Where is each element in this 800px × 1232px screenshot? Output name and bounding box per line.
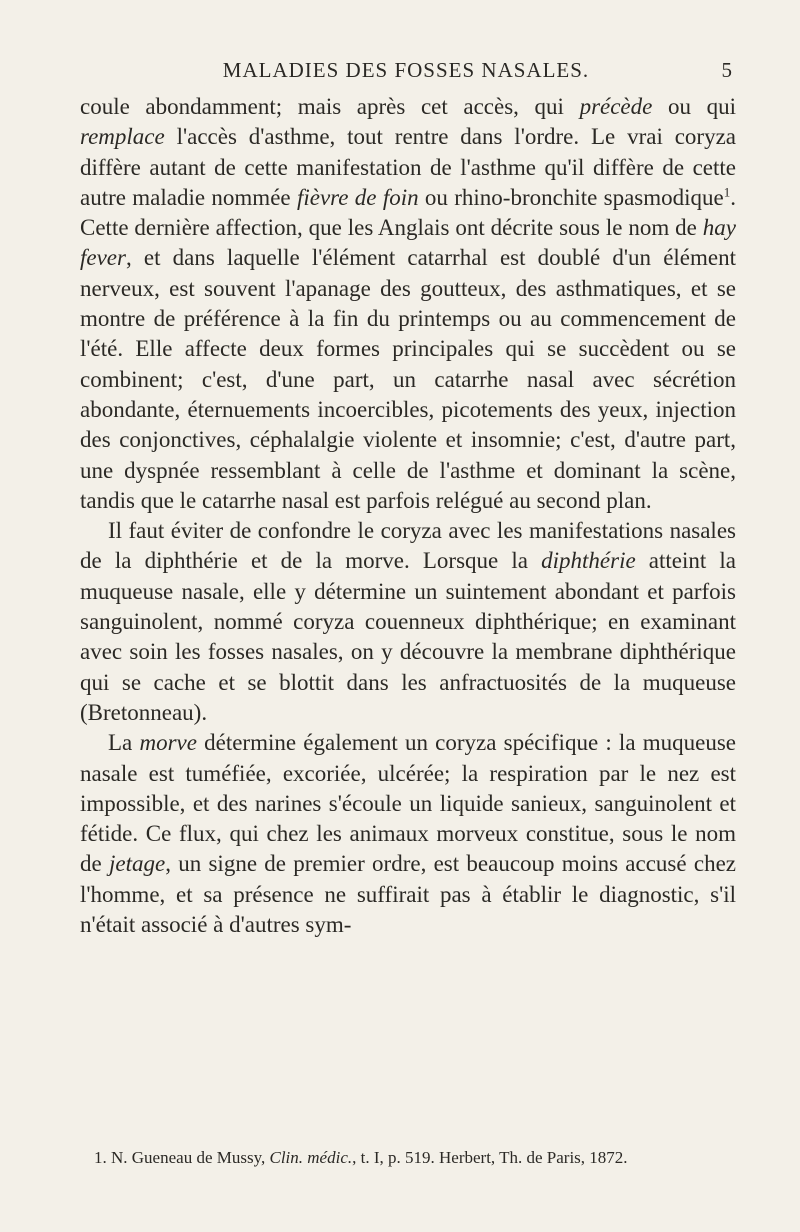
paragraph-1 xyxy=(80,92,736,516)
p1-seg-8: . Cette dernière affection, que les Anglais ont décrite sous le nom de xyxy=(80,184,737,241)
footnote-reference: 1 xyxy=(723,184,731,200)
p1-seg-3: remplace xyxy=(80,124,165,150)
p3-seg-2: détermine également un coryza spécifique : la muqueuse nasale est tuméfiée, excoriée, ulcérée; la respiration par le nez est impossible, et des narines s'écoule un liquide sanieux, sanguinolent et fétide. Ce flux, qui chez les animaux morveux constitue, sous le nom de xyxy=(80,730,736,877)
p3-seg-1: morve xyxy=(139,730,197,756)
p3-seg-0: La xyxy=(108,730,140,756)
p2-seg-0: Il faut éviter de confondre le coryza avec les manifestations nasales de la diphthérie et de la morve. Lorsque la xyxy=(80,518,736,574)
p1-seg-0: coule abondamment; mais après cet accès, qui xyxy=(80,94,580,119)
p3-seg-4: , un signe de premier ordre, est beaucoup moins accusé chez l'homme, et sa présence ne suffirait pas à établir le diagnostic, s'il n'était associé à d'autres sym- xyxy=(80,851,736,938)
p2-seg-1: diphthérie xyxy=(541,548,636,574)
p1-seg-1: précède xyxy=(579,94,653,119)
running-head: MALADIES DES FOSSES NASALES. xyxy=(222,58,590,82)
p1-seg-6: ou rhino-bronchite spasmodique xyxy=(418,184,724,210)
p1-seg-4: l'accès d'asthme, tout rentre dans l'ordre. Le vrai coryza diffère autant de cette manifestation de l'asthme qu'il diffère de cette autre maladie nommée xyxy=(80,124,736,210)
footnote xyxy=(80,1147,736,1169)
paragraph-3 xyxy=(80,728,736,940)
paragraph-2 xyxy=(80,516,736,728)
p3-seg-3: jetage xyxy=(108,851,166,877)
fn-seg-1: Clin. médic. xyxy=(269,1148,353,1167)
fn-seg-2: , t. I, p. 519. Herbert, Th. de Paris, 1872. xyxy=(352,1148,628,1167)
page-number: 5 xyxy=(721,58,732,82)
p1-seg-2: ou qui xyxy=(652,94,736,119)
p1-seg-5: fièvre de foin xyxy=(296,184,419,210)
body-text xyxy=(80,92,736,940)
p1-seg-9: hay fever xyxy=(80,215,736,271)
p1-seg-10: , et dans laquelle l'élément catarrhal est doublé d'un élément nerveux, est souvent l'apanage des goutteux, des asthmatiques, et se montre de préférence à la fin du printemps ou au commencement de l'été. Elle affecte deux formes principales qui se succèdent ou se combinent; c'est, d'une part, un catarrhe nasal avec sécrétion abondante, éternuements incoercibles, picotements des yeux, injection des conjonctives, céphalalgie violente et insomnie; c'est, d'autre part, une dyspnée ressemblant à celle de l'asthme et dominant la scène, tandis que le catarrhe nasal est parfois relégué au second plan. xyxy=(80,245,736,513)
page-header xyxy=(80,58,732,88)
fn-seg-0: 1. N. Gueneau de Mussy, xyxy=(94,1148,270,1167)
p2-seg-2: atteint la muqueuse nasale, elle y détermine un suintement abondant et parfois sanguinolent, nommé coryza couenneux diphthérique; en examinant avec soin les fosses nasales, on y découvre la membrane diphthérique qui se cache et se blottit dans les anfractuosités de la muqueuse (Bretonneau). xyxy=(80,548,737,725)
